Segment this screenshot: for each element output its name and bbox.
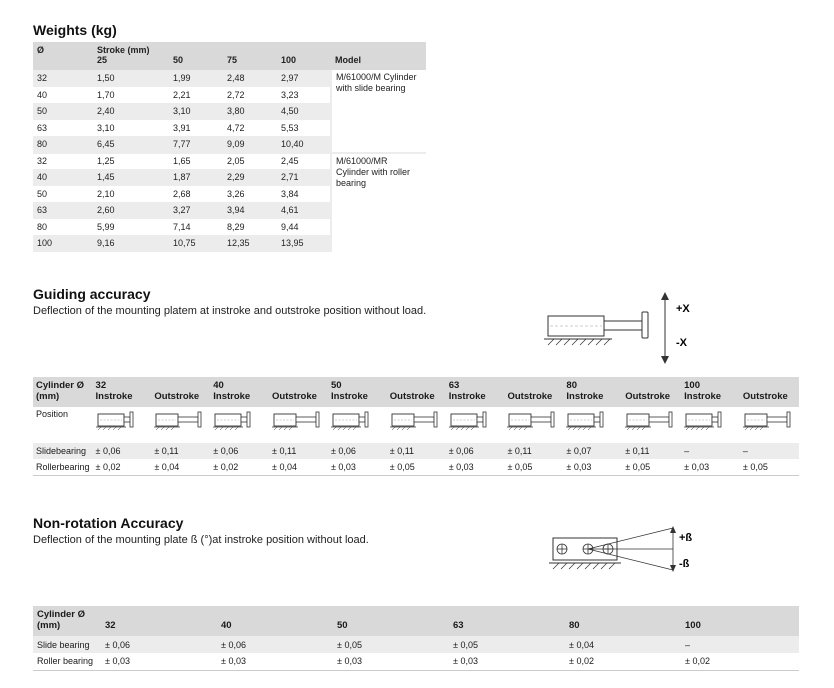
guiding-title: Guiding accuracy bbox=[33, 286, 151, 302]
roller-value: ± 0,03 bbox=[101, 653, 217, 670]
position-outstroke-cell bbox=[504, 407, 563, 443]
roller-value: ± 0,05 bbox=[622, 459, 681, 475]
minus-x-label: -X bbox=[676, 337, 687, 349]
slide-value: ± 0,06 bbox=[210, 443, 269, 459]
weights-cell: 40 bbox=[33, 87, 93, 104]
size-label: 100 bbox=[685, 620, 701, 631]
nonrotation-header-row bbox=[33, 606, 799, 636]
cylinder-instroke-icon bbox=[213, 409, 253, 431]
roller-value: ± 0,05 bbox=[504, 459, 563, 475]
slide-value: ± 0,11 bbox=[504, 443, 563, 459]
weights-cell: 8,29 bbox=[223, 219, 277, 236]
cylinder-outstroke-icon bbox=[625, 409, 675, 431]
weights-cell: 2,40 bbox=[93, 103, 169, 120]
slide-bearing-label: Slide bearing bbox=[33, 636, 101, 653]
stroke-75 bbox=[223, 42, 277, 70]
position-outstroke-cell bbox=[151, 407, 210, 443]
weights-cell: 3,94 bbox=[223, 202, 277, 219]
cylinder-instroke-icon bbox=[684, 409, 724, 431]
outstroke-label: Outstroke bbox=[742, 391, 788, 402]
roller-value: ± 0,05 bbox=[740, 459, 799, 475]
weights-cell: 1,50 bbox=[93, 70, 169, 87]
cylinder-outstroke-icon bbox=[272, 409, 322, 431]
weights-cell: 9,44 bbox=[277, 219, 331, 236]
position-outstroke-cell bbox=[622, 407, 681, 443]
nonrotation-roller-row bbox=[33, 653, 799, 670]
size-label: 40 bbox=[213, 380, 224, 391]
guiding-size-100-instroke-head bbox=[681, 377, 740, 407]
position-instroke-cell bbox=[563, 407, 622, 443]
weights-cell: 2,48 bbox=[223, 70, 277, 87]
weights-cell: 7,14 bbox=[169, 219, 223, 236]
size-label: 80 bbox=[569, 620, 580, 631]
roller-value: ± 0,03 bbox=[681, 459, 740, 475]
slide-value: ± 0,11 bbox=[622, 443, 681, 459]
guiding-size-50-outstroke-head bbox=[387, 377, 446, 407]
nonrotation-size-head bbox=[565, 606, 681, 636]
size-label: 63 bbox=[453, 620, 464, 631]
position-outstroke-cell bbox=[269, 407, 328, 443]
nonrotation-size-head bbox=[101, 606, 217, 636]
weights-cell: 3,91 bbox=[169, 120, 223, 137]
outstroke-label: Outstroke bbox=[154, 391, 200, 402]
guiding-size-40-outstroke-head bbox=[269, 377, 328, 407]
slide-value: ± 0,07 bbox=[563, 443, 622, 459]
instroke-label: Instroke bbox=[213, 391, 251, 402]
weights-cell: 9,16 bbox=[93, 235, 169, 252]
slide-value: ± 0,05 bbox=[449, 636, 565, 653]
guiding-size-100-outstroke-head bbox=[740, 377, 799, 407]
slide-value: ± 0,06 bbox=[217, 636, 333, 653]
weights-cell: 3,10 bbox=[93, 120, 169, 137]
weights-cell: 3,26 bbox=[223, 186, 277, 203]
slide-value: ± 0,06 bbox=[93, 443, 152, 459]
slide-value: ± 0,11 bbox=[151, 443, 210, 459]
model-cell: M/61000/M Cylinder with slide bearing bbox=[331, 70, 426, 153]
weights-cell: 3,84 bbox=[277, 186, 331, 203]
size-label: 50 bbox=[337, 620, 348, 631]
guiding-position-row bbox=[33, 407, 799, 443]
outstroke-label: Outstroke bbox=[389, 391, 435, 402]
roller-value: ± 0,02 bbox=[681, 653, 799, 670]
weights-cell: 32 bbox=[33, 70, 93, 87]
size-label: 50 bbox=[330, 380, 342, 391]
nonrotation-title: Non-rotation Accuracy bbox=[33, 515, 184, 531]
slide-value: ± 0,06 bbox=[328, 443, 387, 459]
slide-value: ± 0,11 bbox=[269, 443, 328, 459]
model-cell: M/61000/MR Cylinder with roller bearing bbox=[331, 153, 426, 252]
weights-cell: 2,68 bbox=[169, 186, 223, 203]
weights-cell: 1,45 bbox=[93, 169, 169, 186]
weights-cell: 80 bbox=[33, 219, 93, 236]
slide-value: ± 0,06 bbox=[446, 443, 505, 459]
outstroke-label: Outstroke bbox=[625, 391, 671, 402]
instroke-label: Instroke bbox=[330, 391, 368, 402]
guiding-header-row bbox=[33, 377, 799, 407]
weights-cell: 50 bbox=[33, 103, 93, 120]
size-label: 40 bbox=[221, 620, 232, 631]
weights-cell: 3,80 bbox=[223, 103, 277, 120]
guiding-diagram bbox=[540, 290, 710, 370]
weights-head-model bbox=[331, 42, 426, 70]
slide-value: ± 0,05 bbox=[333, 636, 449, 653]
instroke-label: Instroke bbox=[95, 391, 133, 402]
position-instroke-cell bbox=[210, 407, 269, 443]
nonrotation-description: Deflection of the mounting plate ß (°)at instroke position without load. bbox=[33, 534, 369, 546]
roller-value: ± 0,02 bbox=[565, 653, 681, 670]
weights-cell: 5,53 bbox=[277, 120, 331, 137]
minus-beta-label: -ß bbox=[679, 558, 690, 570]
weights-cell: 4,72 bbox=[223, 120, 277, 137]
roller-value: ± 0,03 bbox=[328, 459, 387, 475]
slide-value: ± 0,04 bbox=[565, 636, 681, 653]
guiding-size-80-instroke-head bbox=[563, 377, 622, 407]
roller-value: ± 0,04 bbox=[269, 459, 328, 475]
position-instroke-cell bbox=[681, 407, 740, 443]
stroke-25: 25 bbox=[97, 55, 108, 65]
weights-cell: 4,50 bbox=[277, 103, 331, 120]
rollerbearing-label: Rollerbearing bbox=[33, 459, 93, 475]
weights-cell: 2,10 bbox=[93, 186, 169, 203]
guiding-roller-row bbox=[33, 459, 799, 475]
weights-cell: 3,10 bbox=[169, 103, 223, 120]
weights-cell: 40 bbox=[33, 169, 93, 186]
weights-cell: 2,72 bbox=[223, 87, 277, 104]
weights-cell: 1,25 bbox=[93, 153, 169, 170]
position-outstroke-cell bbox=[387, 407, 446, 443]
roller-value: ± 0,03 bbox=[563, 459, 622, 475]
cylinder-outstroke-icon bbox=[154, 409, 204, 431]
weights-cell: 4,61 bbox=[277, 202, 331, 219]
stroke-75-label: 75 bbox=[227, 55, 238, 65]
position-instroke-cell bbox=[93, 407, 152, 443]
weights-cell: 2,29 bbox=[223, 169, 277, 186]
size-label: 32 bbox=[95, 380, 107, 391]
guiding-size-63-instroke-head bbox=[446, 377, 505, 407]
stroke-100-label: 100 bbox=[281, 55, 297, 65]
cylinder-instroke-icon bbox=[331, 409, 371, 431]
roller-value: ± 0,03 bbox=[446, 459, 505, 475]
weights-cell: 9,09 bbox=[223, 136, 277, 153]
guiding-slide-row bbox=[33, 443, 799, 459]
roller-value: ± 0,04 bbox=[151, 459, 210, 475]
guiding-description: Deflection of the mounting platem at instroke and outstroke position without load. bbox=[33, 305, 427, 317]
cylinder-instroke-icon bbox=[96, 409, 136, 431]
weights-cell: 1,99 bbox=[169, 70, 223, 87]
size-label: 80 bbox=[566, 380, 577, 391]
instroke-label: Instroke bbox=[566, 391, 604, 402]
weights-cell: 1,70 bbox=[93, 87, 169, 104]
stroke-label: Stroke (mm) bbox=[97, 45, 150, 55]
nonrotation-size-head bbox=[333, 606, 449, 636]
guiding-head-cylinder: Cylinder Ø (mm) bbox=[33, 377, 93, 407]
size-label: 63 bbox=[448, 380, 460, 391]
outstroke-label: Outstroke bbox=[272, 391, 317, 402]
size-label: 100 bbox=[684, 380, 700, 391]
weights-cell: 12,35 bbox=[223, 235, 277, 252]
cylinder-instroke-icon bbox=[566, 409, 606, 431]
slide-value: – bbox=[681, 443, 740, 459]
position-instroke-cell bbox=[328, 407, 387, 443]
weights-cell: 6,45 bbox=[93, 136, 169, 153]
cylinder-outstroke-icon bbox=[390, 409, 440, 431]
weights-row bbox=[33, 70, 426, 87]
nonrotation-head-cylinder: Cylinder Ø (mm) bbox=[33, 606, 101, 636]
nonrotation-diagram bbox=[545, 522, 705, 582]
slide-value: – bbox=[681, 636, 799, 653]
weights-cell: 7,77 bbox=[169, 136, 223, 153]
cylinder-outstroke-icon bbox=[507, 409, 557, 431]
plus-beta-label: +ß bbox=[679, 532, 693, 544]
guiding-table bbox=[33, 377, 799, 476]
weights-cell: 3,27 bbox=[169, 202, 223, 219]
guiding-size-32-instroke-head bbox=[93, 377, 152, 407]
weights-body bbox=[33, 70, 426, 252]
weights-header-row bbox=[33, 42, 426, 70]
position-outstroke-cell bbox=[740, 407, 799, 443]
stroke-100 bbox=[277, 42, 331, 70]
roller-value: ± 0,05 bbox=[387, 459, 446, 475]
cylinder-outstroke-icon bbox=[743, 409, 793, 431]
size-label: 32 bbox=[105, 620, 116, 631]
weights-cell: 2,60 bbox=[93, 202, 169, 219]
cylinder-instroke-icon bbox=[449, 409, 489, 431]
slide-value: ± 0,11 bbox=[387, 443, 446, 459]
model-label: Model bbox=[335, 55, 361, 65]
weights-cell: 63 bbox=[33, 202, 93, 219]
stroke-50-label: 50 bbox=[173, 55, 184, 65]
weights-cell: 1,87 bbox=[169, 169, 223, 186]
guiding-size-80-outstroke-head bbox=[622, 377, 681, 407]
weights-cell: 50 bbox=[33, 186, 93, 203]
nonrotation-size-head bbox=[217, 606, 333, 636]
instroke-label: Instroke bbox=[684, 391, 722, 402]
weights-cell: 10,75 bbox=[169, 235, 223, 252]
weights-row bbox=[33, 153, 426, 170]
position-label: Position bbox=[33, 407, 93, 443]
weights-cell: 13,95 bbox=[277, 235, 331, 252]
weights-cell: 63 bbox=[33, 120, 93, 137]
guiding-size-50-instroke-head bbox=[328, 377, 387, 407]
weights-cell: 2,21 bbox=[169, 87, 223, 104]
instroke-label: Instroke bbox=[448, 391, 486, 402]
stroke-50 bbox=[169, 42, 223, 70]
nonrotation-size-head bbox=[449, 606, 565, 636]
roller-value: ± 0,02 bbox=[210, 459, 269, 475]
weights-cell: 80 bbox=[33, 136, 93, 153]
weights-cell: 10,40 bbox=[277, 136, 331, 153]
weights-title: Weights (kg) bbox=[33, 22, 117, 38]
weights-head-stroke bbox=[93, 42, 169, 70]
weights-cell: 32 bbox=[33, 153, 93, 170]
roller-bearing-label: Roller bearing bbox=[33, 653, 101, 670]
guiding-size-40-instroke-head bbox=[210, 377, 269, 407]
weights-cell: 1,65 bbox=[169, 153, 223, 170]
slide-value: ± 0,06 bbox=[101, 636, 217, 653]
slide-value: – bbox=[740, 443, 799, 459]
weights-cell: 100 bbox=[33, 235, 93, 252]
weights-table bbox=[33, 42, 426, 252]
guiding-size-32-outstroke-head bbox=[151, 377, 210, 407]
weights-cell: 2,71 bbox=[277, 169, 331, 186]
roller-value: ± 0,03 bbox=[449, 653, 565, 670]
slidebearing-label: Slidebearing bbox=[33, 443, 93, 459]
weights-cell: 2,45 bbox=[277, 153, 331, 170]
nonrotation-size-head bbox=[681, 606, 799, 636]
nonrotation-slide-row bbox=[33, 636, 799, 653]
weights-cell: 3,23 bbox=[277, 87, 331, 104]
position-instroke-cell bbox=[446, 407, 505, 443]
roller-value: ± 0,03 bbox=[217, 653, 333, 670]
guiding-size-63-outstroke-head bbox=[504, 377, 563, 407]
plus-x-label: +X bbox=[676, 303, 690, 315]
weights-cell: 5,99 bbox=[93, 219, 169, 236]
roller-value: ± 0,03 bbox=[333, 653, 449, 670]
weights-cell: 2,97 bbox=[277, 70, 331, 87]
outstroke-label: Outstroke bbox=[507, 391, 553, 402]
roller-value: ± 0,02 bbox=[93, 459, 152, 475]
weights-head-diameter: Ø bbox=[33, 42, 93, 70]
nonrotation-table bbox=[33, 606, 799, 671]
weights-cell: 2,05 bbox=[223, 153, 277, 170]
